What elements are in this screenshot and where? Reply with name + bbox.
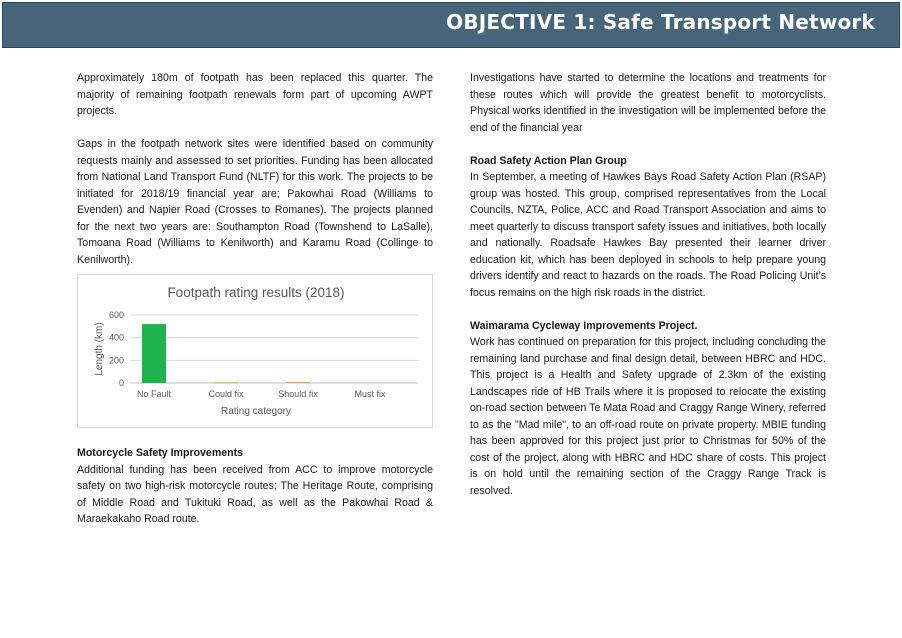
- chart-y-tick-label: 600: [108, 310, 124, 320]
- rsap-paragraph: In September, a meeting of Hawkes Bays Road Safety Action Plan (RSAP) group was hosted. This group, comprised representatives from the Local Councils, NZTA, Police, ACC and Road Transport Association and aims to meet quarterly to discuss transport safety issues and initiatives, both locally and nationally. Roadsafe Hawkes Bay presented their learner driver education kit, which has been deployed in schools to help prepare young drivers identify and react to hazards on the roads. The Road Policing Unit’s focus remains on the high risk roads in the district.: [470, 171, 826, 299]
- chart-canvas: [78, 275, 434, 429]
- footpath-rating-chart: [77, 274, 433, 428]
- chart-y-tick-label: 400: [108, 332, 124, 343]
- chart-x-axis-label: Rating category: [220, 406, 292, 417]
- chart-x-tick-label: Should fix: [278, 389, 318, 399]
- chart-x-tick-label: No Fault: [136, 389, 172, 399]
- chart-bar-should-fix: [286, 382, 310, 383]
- motorcycle-heading: Motorcycle Safety Improvements: [77, 447, 244, 459]
- chart-y-axis-label: Length (km): [94, 322, 105, 376]
- right-column: [470, 70, 826, 499]
- cycleway-paragraph: Work has continued on preparation for this project, including concluding the remaining land purchase and final design detail, between HBRC and HDC. This project is a Health and Safety upgrade of 2.3km of the existing Landscapes ride of HB Trails where it is proposed to relocate the existing on-road section between Te Mata Road and Craggy Range Winery, referred to as the "Mad mile", to an off-road route on private property. MBIE funding has been approved for this project just prior to Christmas for 50% of the cost of the project, along with HBRC and HDC share of costs. This project is on hold until the remaining section of the Craggy Range Track is resolved.: [470, 336, 826, 497]
- chart-y-tick-label: 0: [118, 378, 124, 388]
- footpath-gaps-paragraph: Gaps in the footpath network sites were identified based on community requests mainly and assessed to set priorities. Funding has been allocated from National Land Transport Fund (NLTF) for this work. The projects to be initiated for 2018/19 financial year are; Pakowhai Road (Williams to Evenden) and Napier Road (Crosses to Romanes). The projects planned for the next two years are: Southampton Road (Townshend to LaSalle), Tomoana Road (Williams to Kenilworth) and Karamu Road (Collinge to Kenilworth).: [77, 138, 433, 266]
- motorcycle-investigation-paragraph: Investigations have started to determine the locations and treatments for these routes which will provide the greatest benefit to motorcyclists. Physical works identified in the investigation will be implemented before the end of the financial year: [470, 72, 826, 134]
- left-column: [77, 70, 433, 528]
- chart-title: Footpath rating results (2018): [167, 285, 345, 300]
- chart-bar-no-fault: [142, 324, 166, 383]
- chart-x-tick-label: Must fix: [354, 389, 386, 399]
- rsap-heading: Road Safety Action Plan Group: [470, 154, 627, 167]
- page-title: OBJECTIVE 1: Safe Transport Network: [446, 10, 875, 34]
- chart-bar-could-fix: [214, 382, 238, 383]
- cycleway-heading: Waimarama Cycleway Improvements Project.: [470, 319, 698, 332]
- footpath-renewal-paragraph: Approximately 180m of footpath has been replaced this quarter. The majority of remaining footpath renewals form part of upcoming AWPT projects.: [77, 72, 433, 117]
- chart-y-tick-label: 200: [108, 355, 124, 366]
- header-banner: [2, 2, 900, 48]
- chart-x-tick-label: Could fix: [208, 389, 244, 399]
- motorcycle-paragraph: Additional funding has been received from ACC to improve motorcycle safety on two high-risk motorcycle routes; The Heritage Route, comprising of Middle Road and Tukituki Road, as well as the Pakowhai Road & Maraekakaho Road route.: [77, 463, 433, 525]
